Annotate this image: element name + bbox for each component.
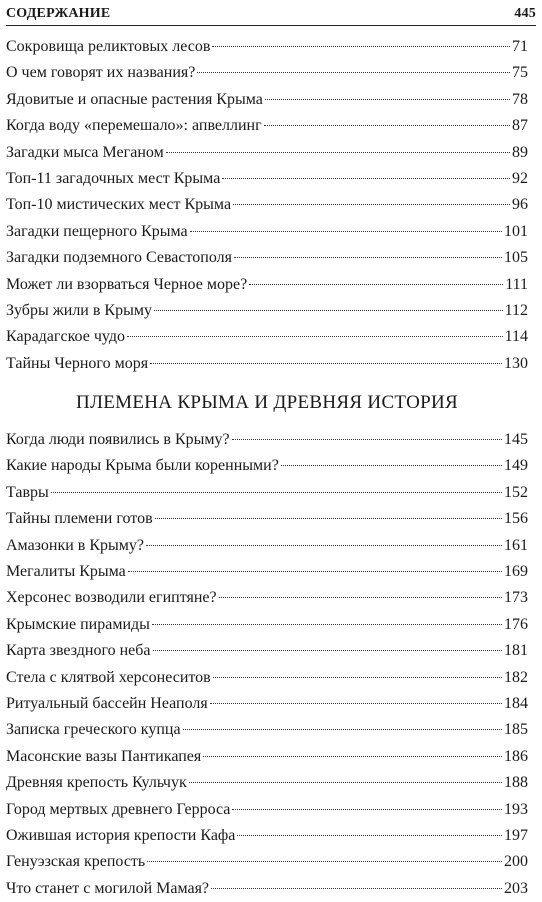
toc-entry-page: 152	[504, 483, 528, 501]
dot-leader	[128, 571, 502, 572]
toc-entry[interactable]	[6, 638, 528, 664]
toc-entry-title: Тайны племени готов	[6, 510, 153, 528]
dot-leader	[153, 650, 502, 651]
dot-leader	[232, 439, 502, 440]
toc-entry[interactable]	[6, 140, 528, 166]
toc-entry[interactable]	[6, 612, 528, 638]
dot-leader	[152, 624, 502, 625]
toc-entry-title: Может ли взорваться Черное море?	[6, 275, 248, 293]
toc-entry-page: 186	[504, 747, 528, 765]
toc-entry-title: Тайны Черного моря	[6, 354, 149, 372]
toc-entry-page: 156	[504, 510, 528, 528]
toc-entry[interactable]	[6, 533, 528, 559]
dot-leader	[219, 597, 502, 598]
dot-leader	[166, 152, 510, 153]
toc-entry-title: Ритуальный бассейн Неаполя	[6, 694, 208, 712]
toc-entry-page: 197	[504, 826, 528, 844]
toc-entry-page: 169	[504, 563, 528, 581]
toc-entry-page: 182	[504, 668, 528, 686]
dot-leader	[150, 363, 502, 364]
toc-entry[interactable]	[6, 60, 528, 86]
toc-entry-title: Крымские пирамиды	[6, 615, 150, 633]
toc-entry[interactable]	[6, 665, 528, 691]
toc-entry-page: 149	[504, 457, 528, 475]
toc-entry[interactable]	[6, 453, 528, 479]
toc-entry[interactable]	[6, 113, 528, 139]
toc-entry-title: Стела с клятвой херсонеситов	[6, 668, 211, 686]
toc-entry[interactable]	[6, 744, 528, 770]
toc-entry-page: 173	[504, 589, 528, 607]
toc-entry[interactable]	[6, 480, 528, 506]
toc-entry-page: 203	[504, 879, 528, 897]
dot-leader	[234, 257, 502, 258]
toc-entry-page: 71	[512, 38, 528, 55]
toc-entry-page: 111	[505, 275, 528, 293]
toc-entry-title: Загадки подземного Севастополя	[6, 249, 232, 267]
toc-entry[interactable]	[6, 797, 528, 823]
toc-entry-page: 161	[504, 536, 528, 554]
toc-entry-title: Херсонес возводили египтяне?	[6, 589, 217, 607]
dot-leader	[249, 284, 503, 285]
toc-entry-page: 176	[504, 615, 528, 633]
toc-entry-page: 114	[504, 328, 528, 346]
toc-entry-title: Когда люди появились в Крыму?	[6, 431, 230, 449]
dot-leader	[203, 756, 502, 757]
toc-entry[interactable]	[6, 823, 528, 849]
toc-entry-page: 96	[512, 196, 528, 214]
toc-entry-title: Загадки пещерного Крыма	[6, 222, 188, 240]
dot-leader	[147, 861, 502, 862]
toc-entry-page: 193	[504, 800, 528, 818]
toc-entry[interactable]	[6, 272, 528, 298]
toc-entry-title: Древняя крепость Кульчук	[6, 774, 187, 792]
toc-entry[interactable]	[6, 166, 528, 192]
toc-entry[interactable]	[6, 559, 528, 585]
toc-entry-title: Масонские вазы Пантикапея	[6, 747, 202, 765]
dot-leader	[197, 72, 510, 73]
toc-entry-title: Генуэзская крепость	[6, 853, 146, 871]
toc-entry-title: Топ-10 мистических мест Крыма	[6, 196, 232, 214]
dot-leader	[210, 703, 502, 704]
toc-entry-title: Карадагское чудо	[6, 328, 126, 346]
toc-entry-page: 185	[504, 721, 528, 739]
toc-entry[interactable]	[6, 87, 528, 113]
toc-entry-page: 130	[504, 354, 528, 372]
dot-leader	[183, 729, 502, 730]
toc-entry[interactable]	[6, 219, 528, 245]
toc-entry[interactable]	[6, 192, 528, 218]
toc-entry-page: 181	[504, 642, 528, 660]
table-of-contents	[6, 34, 528, 902]
toc-entry[interactable]	[6, 691, 528, 717]
dot-leader	[212, 46, 510, 47]
toc-entry-page: 78	[512, 90, 528, 108]
dot-leader	[281, 465, 502, 466]
toc-entry-page: 101	[504, 222, 528, 240]
toc-entry[interactable]	[6, 324, 528, 350]
toc-entry[interactable]	[6, 351, 528, 377]
toc-entry[interactable]	[6, 717, 528, 743]
toc-entry-page: 184	[504, 694, 528, 712]
toc-entry-page: 75	[512, 64, 528, 82]
toc-entry-title: Ожившая история крепости Кафа	[6, 826, 236, 844]
toc-entry-title: Мегалиты Крыма	[6, 563, 126, 581]
toc-entry-title: Тавры	[6, 483, 49, 501]
toc-entry-title: Сокровища реликтовых лесов	[6, 38, 211, 55]
toc-entry-title: Карта звездного неба	[6, 642, 151, 660]
toc-entry[interactable]	[6, 245, 528, 271]
dot-leader	[232, 809, 502, 810]
toc-entry-title: Какие народы Крыма были коренными?	[6, 457, 279, 475]
toc-section-nature	[6, 34, 528, 377]
toc-entry-page: 145	[504, 431, 528, 449]
toc-entry-title: Загадки мыса Меганом	[6, 143, 164, 161]
page-header	[6, 0, 536, 26]
toc-entry-page: 112	[504, 301, 528, 319]
toc-entry[interactable]	[6, 876, 528, 902]
toc-entry-title: Что станет с могилой Мамая?	[6, 879, 210, 897]
toc-entry-title: Город мертвых древнего Герроса	[6, 800, 231, 818]
dot-leader	[154, 310, 503, 311]
page-number: 445	[514, 6, 536, 21]
toc-section-history	[6, 427, 528, 902]
dot-leader	[264, 125, 510, 126]
toc-entry-page: 92	[512, 169, 528, 187]
dot-leader	[189, 782, 502, 783]
dot-leader	[146, 545, 502, 546]
dot-leader	[237, 835, 502, 836]
toc-entry-page: 87	[512, 117, 528, 135]
toc-entry[interactable]	[6, 770, 528, 796]
toc-entry-title: О чем говорят их названия?	[6, 64, 196, 82]
toc-entry-page: 200	[504, 853, 528, 871]
toc-entry-page: 105	[504, 249, 528, 267]
running-title: СОДЕРЖАНИЕ	[6, 6, 111, 21]
dot-leader	[222, 178, 510, 179]
dot-leader	[51, 492, 502, 493]
dot-leader	[190, 231, 502, 232]
section-heading: ПЛЕМЕНА КРЫМА И ДРЕВНЯЯ ИСТОРИЯ	[76, 392, 458, 414]
toc-entry-title: Когда воду «перемешало»: апвеллинг	[6, 117, 262, 135]
dot-leader	[265, 99, 510, 100]
toc-entry-title: Зубры жили в Крыму	[6, 301, 152, 319]
toc-entry-title: Амазонки в Крыму?	[6, 536, 144, 554]
toc-entry-title: Записка греческого купца	[6, 721, 181, 739]
toc-entry-page: 89	[512, 143, 528, 161]
toc-entry[interactable]	[6, 506, 528, 532]
toc-entry[interactable]	[6, 34, 528, 60]
toc-entry-title: Топ-11 загадочных мест Крыма	[6, 169, 221, 187]
dot-leader	[155, 518, 502, 519]
toc-entry[interactable]	[6, 585, 528, 611]
dot-leader	[233, 204, 510, 205]
toc-entry-title: Ядовитые и опасные растения Крыма	[6, 90, 263, 108]
dot-leader	[127, 336, 503, 337]
dot-leader	[213, 677, 502, 678]
toc-entry[interactable]	[6, 849, 528, 875]
toc-entry-page: 188	[504, 774, 528, 792]
toc-entry[interactable]	[6, 427, 528, 453]
toc-entry[interactable]	[6, 298, 528, 324]
